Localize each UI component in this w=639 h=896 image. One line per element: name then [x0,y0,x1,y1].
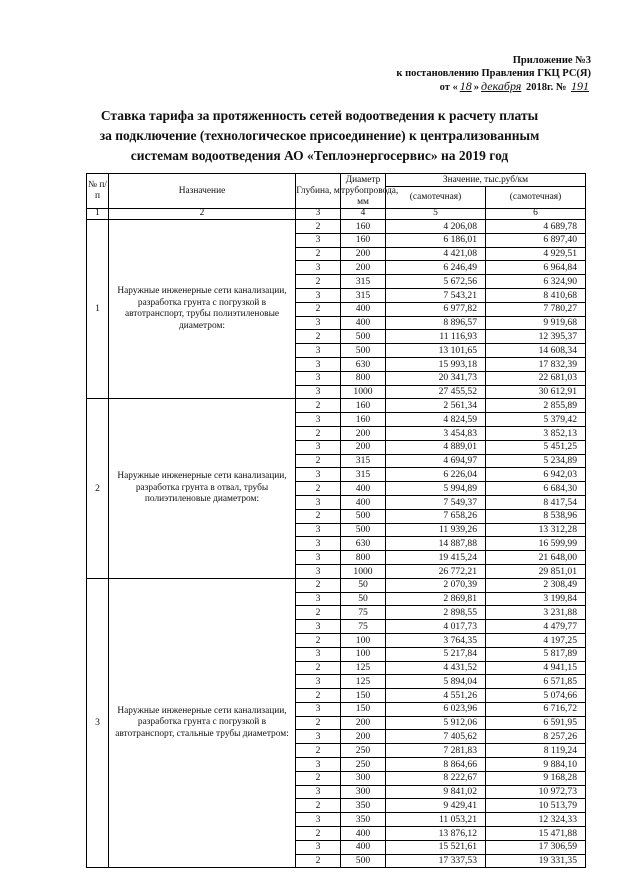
value-cell: 11 116,93 [386,330,486,344]
value-cell: 4 694,97 [386,454,486,468]
group-name: Наружные инженерные сети канализации, разработка грунта с погрузкой в автотранспорт, трубы полиэтиленовые диаметром: [109,220,296,399]
depth-cell: 3 [296,537,341,551]
value-cell: 4 421,08 [386,247,486,261]
value-cell: 2 869,81 [386,592,486,606]
group-number: 3 [87,578,109,868]
diameter-cell: 100 [341,647,386,661]
diameter-cell: 200 [341,440,386,454]
value-cell: 2 855,89 [486,399,586,413]
value-cell: 20 341,73 [386,371,486,385]
depth-cell: 3 [296,702,341,716]
value-cell: 4 206,08 [386,220,486,234]
value-cell: 4 824,59 [386,413,486,427]
value-cell: 7 543,21 [386,288,486,302]
depth-cell: 3 [296,316,341,330]
value-cell: 6 977,82 [386,302,486,316]
value-cell: 2 308,49 [486,578,586,592]
value-cell: 6 246,49 [386,261,486,275]
depth-cell: 3 [296,564,341,578]
header-name: Назначение [109,174,296,209]
value-cell: 13 876,12 [386,827,486,841]
value-cell: 7 549,37 [386,495,486,509]
diameter-cell: 200 [341,261,386,275]
value-cell: 4 889,01 [386,440,486,454]
value-cell: 5 912,06 [386,716,486,730]
value-cell: 16 599,99 [486,537,586,551]
value-cell: 7 780,27 [486,302,586,316]
header-diameter: Диаметр трубопровода, мм [341,174,399,207]
value-cell: 6 716,72 [486,702,586,716]
value-cell: 8 896,57 [386,316,486,330]
value-cell: 11 053,21 [386,813,486,827]
date-month: декабря [481,79,522,93]
value-cell: 21 648,00 [486,551,586,565]
depth-cell: 3 [296,813,341,827]
value-cell: 3 764,35 [386,633,486,647]
diameter-cell: 160 [341,220,386,234]
value-cell: 8 538,96 [486,509,586,523]
diameter-cell: 300 [341,785,386,799]
group-number: 2 [87,399,109,578]
depth-cell: 2 [296,399,341,413]
value-cell: 3 454,83 [386,426,486,440]
value-cell: 8 119,24 [486,744,586,758]
value-cell: 6 324,90 [486,275,586,289]
group-name: Наружные инженерные сети канализации, разработка грунта в отвал, трубы полиэтиленовые диаметром: [109,399,296,578]
diameter-cell: 160 [341,399,386,413]
value-cell: 19 331,35 [486,854,586,868]
value-cell: 4 551,26 [386,689,486,703]
value-cell: 7 281,83 [386,744,486,758]
diameter-cell: 400 [341,840,386,854]
column-numbers-row [87,209,586,220]
diameter-cell: 315 [341,454,386,468]
value-cell: 26 772,21 [386,564,486,578]
depth-cell: 2 [296,247,341,261]
value-cell: 22 681,03 [486,371,586,385]
depth-cell: 2 [296,220,341,234]
diameter-cell: 1000 [341,564,386,578]
depth-cell: 3 [296,261,341,275]
header-sub2: (самотечная) [486,187,586,209]
depth-cell: 3 [296,288,341,302]
depth-cell: 2 [296,633,341,647]
diameter-cell: 300 [341,771,386,785]
group-number: 1 [87,220,109,399]
diameter-cell: 400 [341,495,386,509]
table-row [87,578,586,592]
column-number: 2 [109,209,296,220]
diameter-cell: 500 [341,330,386,344]
value-cell: 5 994,89 [386,482,486,496]
depth-cell: 2 [296,716,341,730]
value-cell: 6 684,30 [486,482,586,496]
depth-cell: 2 [296,330,341,344]
value-cell: 9 919,68 [486,316,586,330]
value-cell: 5 817,89 [486,647,586,661]
value-cell: 10 513,79 [486,799,586,813]
value-cell: 6 226,04 [386,468,486,482]
value-cell: 4 431,52 [386,661,486,675]
depth-cell: 3 [296,730,341,744]
depth-cell: 3 [296,371,341,385]
value-cell: 11 939,26 [386,523,486,537]
depth-cell: 2 [296,744,341,758]
depth-cell: 2 [296,771,341,785]
diameter-cell: 75 [341,606,386,620]
value-cell: 4 929,51 [486,247,586,261]
depth-cell: 3 [296,233,341,247]
diameter-cell: 160 [341,233,386,247]
value-cell: 13 101,65 [386,344,486,358]
column-number: 6 [486,209,586,220]
diameter-cell: 200 [341,426,386,440]
value-cell: 5 074,66 [486,689,586,703]
depth-cell: 2 [296,275,341,289]
depth-cell: 2 [296,509,341,523]
value-cell: 27 455,52 [386,385,486,399]
value-cell: 6 897,40 [486,233,586,247]
depth-cell: 3 [296,523,341,537]
diameter-cell: 500 [341,854,386,868]
date-day: 18 [459,79,472,93]
column-number: 5 [386,209,486,220]
table-row [87,399,586,413]
diameter-cell: 50 [341,592,386,606]
depth-cell: 3 [296,440,341,454]
value-cell: 2 561,34 [386,399,486,413]
diameter-cell: 200 [341,716,386,730]
value-cell: 5 894,04 [386,675,486,689]
value-cell: 5 234,89 [486,454,586,468]
depth-cell: 2 [296,827,341,841]
value-cell: 4 197,25 [486,633,586,647]
value-cell: 8 222,67 [386,771,486,785]
value-cell: 4 479,77 [486,620,586,634]
value-cell: 8 417,54 [486,495,586,509]
date-number: 191 [571,79,589,93]
header-depth: Глубина, м [296,174,341,209]
diameter-cell: 200 [341,247,386,261]
header-num: № п/п [87,174,109,209]
header-value: Значение, тыс.руб/км [386,174,586,187]
value-cell: 14 608,34 [486,344,586,358]
depth-cell: 2 [296,302,341,316]
value-cell: 4 689,78 [486,220,586,234]
depth-cell: 3 [296,840,341,854]
diameter-cell: 630 [341,537,386,551]
value-cell: 2 898,55 [386,606,486,620]
value-cell: 5 379,42 [486,413,586,427]
depth-cell: 3 [296,785,341,799]
value-cell: 13 312,28 [486,523,586,537]
diameter-cell: 125 [341,675,386,689]
value-cell: 17 832,39 [486,357,586,371]
value-cell: 6 591,95 [486,716,586,730]
diameter-cell: 125 [341,661,386,675]
value-cell: 7 405,62 [386,730,486,744]
diameter-cell: 315 [341,288,386,302]
value-cell: 6 186,01 [386,233,486,247]
diameter-cell: 160 [341,413,386,427]
diameter-cell: 350 [341,799,386,813]
value-cell: 6 942,03 [486,468,586,482]
value-cell: 15 993,18 [386,357,486,371]
diameter-cell: 150 [341,689,386,703]
diameter-cell: 500 [341,523,386,537]
diameter-cell: 315 [341,275,386,289]
value-cell: 8 864,66 [386,758,486,772]
diameter-cell: 630 [341,357,386,371]
value-cell: 5 672,56 [386,275,486,289]
diameter-cell: 400 [341,482,386,496]
group-name: Наружные инженерные сети канализации, разработка грунта с погрузкой в автотранспорт, стальные трубы диаметром: [109,578,296,868]
column-number: 3 [296,209,341,220]
value-cell: 4 941,15 [486,661,586,675]
value-cell: 12 395,37 [486,330,586,344]
depth-cell: 3 [296,495,341,509]
diameter-cell: 800 [341,551,386,565]
depth-cell: 3 [296,675,341,689]
depth-cell: 2 [296,854,341,868]
value-cell: 6 023,96 [386,702,486,716]
depth-cell: 3 [296,620,341,634]
value-cell: 19 415,24 [386,551,486,565]
diameter-cell: 400 [341,316,386,330]
value-cell: 8 257,26 [486,730,586,744]
diameter-cell: 250 [341,758,386,772]
depth-cell: 3 [296,758,341,772]
depth-cell: 2 [296,426,341,440]
diameter-cell: 50 [341,578,386,592]
value-cell: 30 612,91 [486,385,586,399]
depth-cell: 3 [296,551,341,565]
depth-cell: 2 [296,454,341,468]
diameter-cell: 800 [341,371,386,385]
diameter-cell: 150 [341,702,386,716]
diameter-cell: 1000 [341,385,386,399]
depth-cell: 2 [296,689,341,703]
value-cell: 9 429,41 [386,799,486,813]
depth-cell: 2 [296,578,341,592]
value-cell: 6 964,84 [486,261,586,275]
depth-cell: 3 [296,357,341,371]
depth-cell: 2 [296,606,341,620]
diameter-cell: 250 [341,744,386,758]
depth-cell: 3 [296,344,341,358]
value-cell: 5 217,84 [386,647,486,661]
value-cell: 3 231,88 [486,606,586,620]
diameter-cell: 75 [341,620,386,634]
value-cell: 9 168,28 [486,771,586,785]
depth-cell: 3 [296,385,341,399]
depth-cell: 2 [296,799,341,813]
document-title: Ставка тарифа за протяженность сетей водоотведения к расчету платы за подключение (технологическое присоединение) к централизованным системам водоотведения АО «Теплоэнергосервис» на 2019 год [99,108,540,163]
diameter-cell: 315 [341,468,386,482]
value-cell: 2 070,39 [386,578,486,592]
diameter-cell: 400 [341,302,386,316]
depth-cell: 3 [296,413,341,427]
diameter-cell: 100 [341,633,386,647]
value-cell: 29 851,01 [486,564,586,578]
diameter-cell: 500 [341,509,386,523]
appendix-header [396,54,591,94]
value-cell: 14 887,88 [386,537,486,551]
table-row [87,220,586,234]
value-cell: 9 884,10 [486,758,586,772]
value-cell: 12 324,33 [486,813,586,827]
value-cell: 5 451,25 [486,440,586,454]
depth-cell: 2 [296,661,341,675]
column-number: 4 [341,209,386,220]
depth-cell: 3 [296,647,341,661]
value-cell: 17 337,53 [386,854,486,868]
value-cell: 15 521,61 [386,840,486,854]
diameter-cell: 350 [341,813,386,827]
depth-cell: 3 [296,592,341,606]
value-cell: 6 571,85 [486,675,586,689]
diameter-cell: 500 [341,344,386,358]
appendix-title: Приложение №3 [512,55,591,66]
diameter-cell: 400 [341,827,386,841]
appendix-date: от « 18 » декабря 2018г. № 191 [439,79,589,93]
value-cell: 7 658,26 [386,509,486,523]
column-number: 1 [87,209,109,220]
value-cell: 17 306,59 [486,840,586,854]
value-cell: 8 410,68 [486,288,586,302]
value-cell: 9 841,02 [386,785,486,799]
value-cell: 3 199,84 [486,592,586,606]
value-cell: 4 017,73 [386,620,486,634]
tariff-table [86,173,586,868]
value-cell: 10 972,73 [486,785,586,799]
depth-cell: 3 [296,468,341,482]
appendix-resolution: к постановлению Правления ГКЦ РС(Я) [396,68,591,79]
diameter-cell: 200 [341,730,386,744]
header-sub1: (самотечная) [386,187,486,209]
value-cell: 3 852,13 [486,426,586,440]
depth-cell: 2 [296,482,341,496]
value-cell: 15 471,88 [486,827,586,841]
